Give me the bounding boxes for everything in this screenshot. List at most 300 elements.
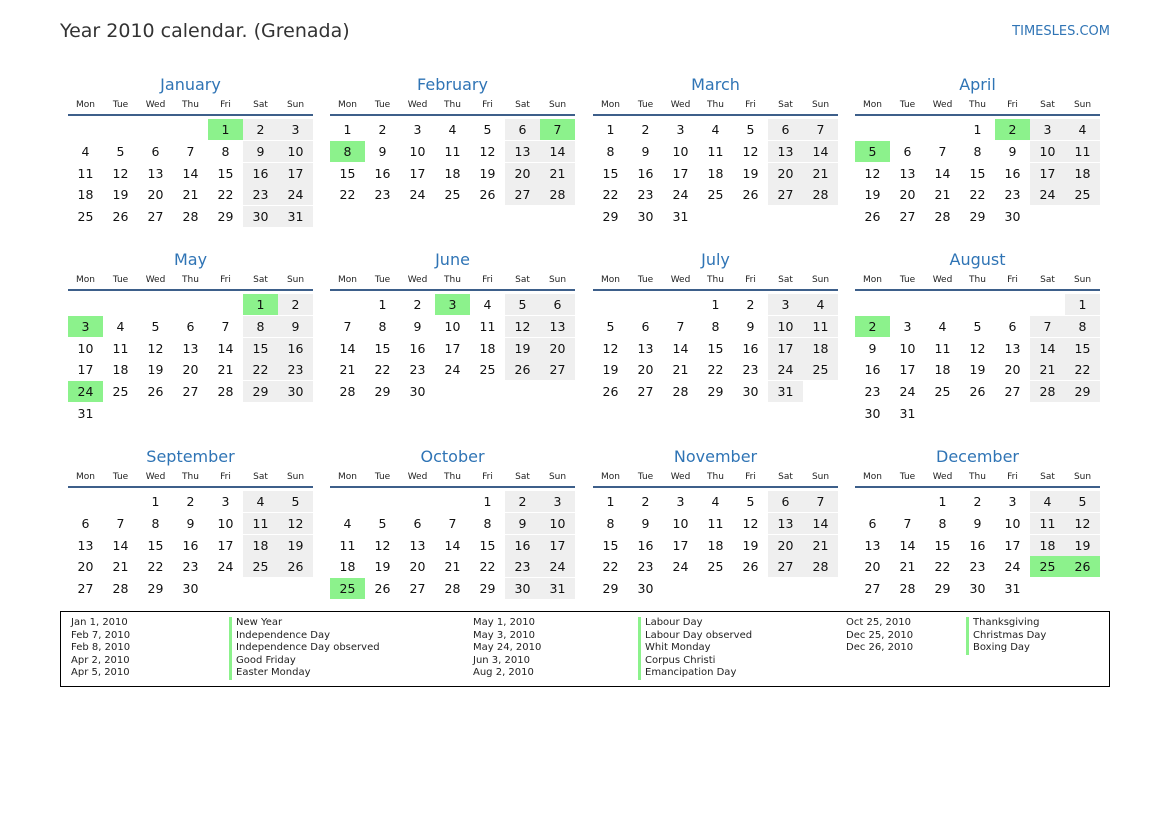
day-cell: 12	[112, 165, 129, 181]
day-cell: 13	[540, 316, 575, 337]
holiday-day-cell: 5	[855, 141, 890, 162]
day-cell: 22	[707, 362, 724, 378]
weekday-label: Thu	[182, 100, 199, 110]
day-cell: 4	[711, 122, 720, 137]
day-cell: 10	[1004, 515, 1021, 531]
holiday-day-cell: 7	[540, 119, 575, 140]
day-cell: 11	[77, 165, 94, 181]
weekday-label: Mon	[76, 100, 95, 110]
day-cell: 10	[899, 340, 916, 356]
weekday-header	[330, 271, 575, 291]
weekday-label: Sat	[1040, 100, 1055, 110]
day-cell: 27	[768, 556, 803, 577]
day-cell: 7	[803, 119, 838, 140]
day-cell: 1	[1065, 294, 1100, 315]
day-cell: 4	[938, 318, 947, 334]
day-cell: 19	[112, 187, 129, 203]
holiday-name: Boxing Day	[966, 642, 1046, 655]
weekday-label: Tue	[637, 275, 654, 285]
day-cell: 15	[934, 537, 951, 553]
day-cell: 13	[182, 340, 199, 356]
day-cell: 18	[803, 338, 838, 359]
day-cell: 18	[112, 362, 129, 378]
day-cell: 23	[1004, 187, 1021, 203]
month-may	[68, 249, 313, 421]
day-cell: 25	[479, 362, 496, 378]
weekday-label: Wed	[932, 100, 953, 110]
day-cell: 27	[864, 581, 881, 597]
holiday-date: Aug 2, 2010	[473, 667, 534, 678]
weekday-label: Thu	[444, 100, 461, 110]
day-cell: 29	[969, 209, 986, 225]
day-cell: 20	[540, 338, 575, 359]
day-cell: 19	[742, 537, 759, 553]
day-cell: 20	[409, 559, 426, 575]
day-cell: 31	[1004, 581, 1021, 597]
weekday-label: Thu	[444, 472, 461, 482]
weekday-label: Tue	[374, 275, 391, 285]
day-cell: 24	[444, 362, 461, 378]
weekday-label: Mon	[863, 275, 882, 285]
weekday-header	[330, 96, 575, 116]
day-cell: 6	[768, 119, 803, 140]
day-cell: 15	[707, 340, 724, 356]
day-cell: 29	[707, 384, 724, 400]
holiday-date: Apr 5, 2010	[71, 667, 130, 678]
day-cell: 23	[243, 184, 278, 205]
month-february	[330, 74, 575, 203]
day-cell: 9	[243, 141, 278, 162]
day-cell: 30	[505, 578, 540, 599]
day-cell: 4	[803, 294, 838, 315]
day-cell: 19	[278, 535, 313, 556]
day-cell: 18	[339, 559, 356, 575]
day-cell: 5	[378, 515, 387, 531]
day-cell: 26	[969, 384, 986, 400]
day-cell: 9	[641, 143, 650, 159]
month-october	[330, 446, 575, 597]
day-cell: 18	[934, 362, 951, 378]
month-name: August	[949, 250, 1006, 269]
day-cell: 4	[343, 515, 352, 531]
day-cell: 5	[606, 318, 615, 334]
day-cell: 10	[768, 316, 803, 337]
day-cell: 14	[444, 537, 461, 553]
day-cell: 8	[973, 143, 982, 159]
day-cell: 22	[479, 559, 496, 575]
day-cell: 16	[637, 537, 654, 553]
day-cell: 27	[505, 184, 540, 205]
day-cell: 14	[899, 537, 916, 553]
day-cell: 17	[409, 165, 426, 181]
weekday-label: Wed	[407, 100, 428, 110]
day-cell: 8	[711, 318, 720, 334]
day-cell: 27	[637, 384, 654, 400]
day-cell: 20	[182, 362, 199, 378]
holiday-date: Jun 3, 2010	[473, 654, 530, 666]
day-cell: 16	[1004, 165, 1021, 181]
day-cell: 27	[409, 581, 426, 597]
day-cell: 13	[1004, 340, 1021, 356]
day-cell: 13	[637, 340, 654, 356]
day-cell: 11	[707, 515, 724, 531]
month-june	[330, 249, 575, 400]
day-cell: 3	[278, 119, 313, 140]
weekday-label: Sun	[548, 275, 567, 285]
day-cell: 2	[746, 297, 755, 312]
weekday-label: Sat	[515, 275, 530, 285]
day-cell: 7	[448, 515, 457, 531]
weekday-header	[68, 96, 313, 116]
day-cell: 21	[444, 559, 461, 575]
day-cell: 14	[803, 513, 838, 534]
day-cell: 6	[81, 515, 90, 531]
day-cell: 17	[217, 537, 234, 553]
holiday-date: Oct 25, 2010	[846, 617, 911, 628]
day-cell: 21	[899, 559, 916, 575]
day-cell: 30	[864, 406, 881, 421]
holiday-date: May 3, 2010	[473, 629, 536, 641]
day-cell: 18	[444, 165, 461, 181]
day-cell: 22	[602, 559, 619, 575]
day-cell: 13	[77, 537, 94, 553]
weekday-label: Sun	[1073, 275, 1092, 285]
day-cell: 3	[1008, 494, 1017, 509]
day-cell: 4	[1030, 491, 1065, 512]
day-cell: 2	[186, 494, 195, 509]
day-cell: 25	[77, 209, 94, 225]
day-cell: 14	[217, 340, 234, 356]
weekday-label: Fri	[1007, 472, 1018, 482]
day-cell: 21	[803, 535, 838, 556]
holiday-name: Corpus Christi	[638, 655, 752, 668]
day-cell: 16	[182, 537, 199, 553]
holiday-name: Independence Day observed	[229, 642, 380, 655]
day-cell: 19	[147, 362, 164, 378]
weekday-label: Sun	[286, 472, 305, 482]
page-title: Year 2010 calendar. (Grenada)	[60, 20, 350, 42]
holiday-name: Whit Monday	[638, 642, 752, 655]
day-cell: 15	[147, 537, 164, 553]
day-cell: 3	[676, 122, 685, 137]
day-cell: 5	[973, 318, 982, 334]
day-cell: 28	[899, 581, 916, 597]
day-cell: 18	[77, 187, 94, 203]
weekday-label: Wed	[670, 275, 691, 285]
day-cell: 25	[444, 187, 461, 203]
weekday-label: Thu	[707, 472, 724, 482]
day-cell: 8	[378, 318, 387, 334]
day-cell: 13	[147, 165, 164, 181]
weekday-label: Tue	[112, 100, 129, 110]
holiday-date: Dec 26, 2010	[846, 642, 914, 653]
holiday-date: Jan 1, 2010	[71, 617, 128, 628]
day-cell: 26	[505, 359, 540, 380]
weekday-label: Fri	[482, 100, 493, 110]
day-cell: 7	[803, 491, 838, 512]
day-cell: 18	[243, 535, 278, 556]
day-cell: 17	[672, 165, 689, 181]
day-cell: 3	[221, 494, 230, 509]
day-cell: 14	[934, 165, 951, 181]
day-cell: 20	[77, 559, 94, 575]
day-cell: 19	[1065, 535, 1100, 556]
day-cell: 26	[742, 187, 759, 203]
day-cell: 30	[1004, 209, 1021, 225]
day-cell: 20	[768, 163, 803, 184]
day-cell: 12	[602, 340, 619, 356]
day-cell: 23	[637, 187, 654, 203]
holiday-day-cell: 2	[995, 119, 1030, 140]
weekday-header	[855, 468, 1100, 488]
weekday-label: Tue	[112, 275, 129, 285]
day-cell: 21	[217, 362, 234, 378]
weekday-label: Tue	[899, 100, 916, 110]
day-cell: 23	[742, 362, 759, 378]
weekday-header	[855, 271, 1100, 291]
day-cell: 16	[505, 535, 540, 556]
day-cell: 24	[217, 559, 234, 575]
day-cell: 9	[378, 143, 387, 159]
day-cell: 10	[672, 515, 689, 531]
day-cell: 25	[707, 559, 724, 575]
day-cell: 10	[217, 515, 234, 531]
month-name: September	[146, 447, 235, 466]
day-cell: 21	[934, 187, 951, 203]
weekday-label: Wed	[932, 472, 953, 482]
day-cell: 23	[505, 556, 540, 577]
day-cell: 21	[339, 362, 356, 378]
month-name: May	[173, 250, 208, 269]
weekday-label: Fri	[220, 275, 231, 285]
day-cell: 19	[742, 165, 759, 181]
weekday-label: Tue	[899, 472, 916, 482]
weekday-label: Wed	[932, 275, 953, 285]
day-cell: 29	[1065, 381, 1100, 402]
day-cell: 26	[374, 581, 391, 597]
day-cell: 24	[768, 359, 803, 380]
day-cell: 19	[864, 187, 881, 203]
day-cell: 26	[864, 209, 881, 225]
day-cell: 3	[1030, 119, 1065, 140]
holiday-dates-column	[846, 617, 913, 655]
holiday-day-cell: 1	[243, 294, 278, 315]
day-cell: 22	[147, 559, 164, 575]
day-cell: 31	[768, 381, 803, 402]
holiday-day-cell: 24	[68, 381, 103, 402]
day-cell: 13	[768, 141, 803, 162]
weekday-label: Mon	[863, 100, 882, 110]
day-cell: 1	[378, 297, 387, 312]
month-january	[68, 74, 313, 225]
day-cell: 8	[606, 515, 615, 531]
day-cell: 22	[374, 362, 391, 378]
day-cell: 17	[444, 340, 461, 356]
brand-link[interactable]: TIMESLES.COM	[1012, 24, 1110, 39]
day-cell: 24	[672, 187, 689, 203]
day-cell: 28	[112, 581, 129, 597]
day-cell: 15	[217, 165, 234, 181]
day-cell: 22	[1065, 359, 1100, 380]
day-cell: 15	[969, 165, 986, 181]
day-cell: 22	[217, 187, 234, 203]
weekday-label: Fri	[482, 275, 493, 285]
day-cell: 8	[483, 515, 492, 531]
weekday-label: Mon	[338, 275, 357, 285]
day-cell: 4	[81, 143, 90, 159]
day-cell: 12	[1065, 513, 1100, 534]
day-cell: 6	[540, 294, 575, 315]
day-cell: 18	[1030, 535, 1065, 556]
day-cell: 19	[602, 362, 619, 378]
day-cell: 12	[864, 165, 881, 181]
day-cell: 29	[479, 581, 496, 597]
day-cell: 2	[413, 297, 422, 312]
weekday-label: Sat	[778, 275, 793, 285]
day-cell: 10	[444, 318, 461, 334]
day-cell: 28	[444, 581, 461, 597]
day-cell: 23	[278, 359, 313, 380]
day-cell: 7	[221, 318, 230, 334]
day-cell: 22	[602, 187, 619, 203]
day-cell: 24	[409, 187, 426, 203]
day-cell: 31	[540, 578, 575, 599]
day-cell: 16	[637, 165, 654, 181]
day-cell: 22	[969, 187, 986, 203]
day-cell: 6	[641, 318, 650, 334]
day-cell: 15	[243, 338, 278, 359]
day-cell: 3	[903, 318, 912, 334]
day-cell: 25	[934, 384, 951, 400]
day-cell: 16	[742, 340, 759, 356]
day-cell: 15	[374, 340, 391, 356]
day-cell: 7	[938, 143, 947, 159]
day-cell: 20	[505, 163, 540, 184]
day-cell: 5	[1065, 491, 1100, 512]
holiday-legend	[60, 611, 1110, 687]
holiday-day-cell: 25	[1030, 556, 1065, 577]
weekday-label: Mon	[76, 275, 95, 285]
weekday-label: Tue	[374, 472, 391, 482]
day-cell: 11	[444, 143, 461, 159]
day-cell: 12	[374, 537, 391, 553]
day-cell: 3	[540, 491, 575, 512]
holiday-date: Feb 8, 2010	[71, 642, 131, 653]
day-cell: 16	[278, 338, 313, 359]
day-cell: 6	[413, 515, 422, 531]
day-cell: 30	[409, 384, 426, 400]
holiday-dates-column	[71, 617, 130, 680]
day-cell: 17	[278, 163, 313, 184]
day-cell: 21	[182, 187, 199, 203]
day-cell: 21	[1030, 359, 1065, 380]
day-cell: 10	[1030, 141, 1065, 162]
weekday-label: Thu	[969, 472, 986, 482]
day-cell: 3	[768, 294, 803, 315]
weekday-label: Thu	[444, 275, 461, 285]
holiday-name: New Year	[229, 617, 380, 630]
month-name: October	[420, 447, 485, 466]
holiday-name: Independence Day	[229, 630, 380, 643]
weekday-label: Sun	[811, 472, 830, 482]
day-cell: 19	[969, 362, 986, 378]
weekday-label: Fri	[745, 100, 756, 110]
day-cell: 15	[602, 165, 619, 181]
day-cell: 31	[899, 406, 916, 421]
day-cell: 28	[182, 209, 199, 225]
holiday-dates-column	[473, 617, 541, 680]
day-cell: 5	[278, 491, 313, 512]
day-cell: 2	[378, 122, 387, 137]
day-cell: 26	[278, 556, 313, 577]
day-cell: 13	[768, 513, 803, 534]
weekday-label: Sat	[515, 100, 530, 110]
day-cell: 27	[1004, 384, 1021, 400]
day-cell: 14	[803, 141, 838, 162]
day-cell: 25	[1065, 184, 1100, 205]
day-cell: 26	[147, 384, 164, 400]
day-cell: 11	[479, 318, 496, 334]
day-cell: 4	[711, 494, 720, 509]
weekday-label: Mon	[863, 472, 882, 482]
weekday-label: Wed	[670, 100, 691, 110]
month-december	[855, 446, 1100, 597]
holiday-day-cell: 3	[68, 316, 103, 337]
day-cell: 9	[641, 515, 650, 531]
day-cell: 6	[505, 119, 540, 140]
day-cell: 11	[707, 143, 724, 159]
day-cell: 14	[339, 340, 356, 356]
day-cell: 10	[77, 340, 94, 356]
weekday-label: Mon	[76, 472, 95, 482]
holiday-names-column	[638, 617, 752, 680]
day-cell: 21	[803, 163, 838, 184]
day-cell: 9	[278, 316, 313, 337]
day-cell: 6	[151, 143, 160, 159]
holiday-names-column	[229, 617, 380, 680]
day-cell: 10	[672, 143, 689, 159]
day-cell: 1	[151, 494, 160, 509]
day-cell: 22	[934, 559, 951, 575]
day-cell: 22	[339, 187, 356, 203]
day-cell: 3	[676, 494, 685, 509]
day-cell: 20	[147, 187, 164, 203]
day-cell: 12	[278, 513, 313, 534]
month-name: February	[417, 75, 488, 94]
day-cell: 16	[243, 163, 278, 184]
weekday-label: Fri	[220, 100, 231, 110]
month-august	[855, 249, 1100, 421]
day-cell: 24	[540, 556, 575, 577]
day-cell: 24	[1030, 184, 1065, 205]
holiday-day-cell: 3	[435, 294, 470, 315]
day-cell: 1	[343, 122, 352, 137]
month-name: January	[160, 75, 221, 94]
day-cell: 30	[637, 581, 654, 597]
weekday-label: Tue	[637, 100, 654, 110]
day-cell: 6	[868, 515, 877, 531]
day-cell: 30	[278, 381, 313, 402]
day-cell: 17	[77, 362, 94, 378]
day-cell: 16	[374, 165, 391, 181]
day-cell: 29	[243, 381, 278, 402]
day-cell: 5	[151, 318, 160, 334]
day-cell: 20	[899, 187, 916, 203]
day-cell: 13	[409, 537, 426, 553]
day-cell: 17	[540, 535, 575, 556]
day-cell: 13	[899, 165, 916, 181]
day-cell: 15	[339, 165, 356, 181]
